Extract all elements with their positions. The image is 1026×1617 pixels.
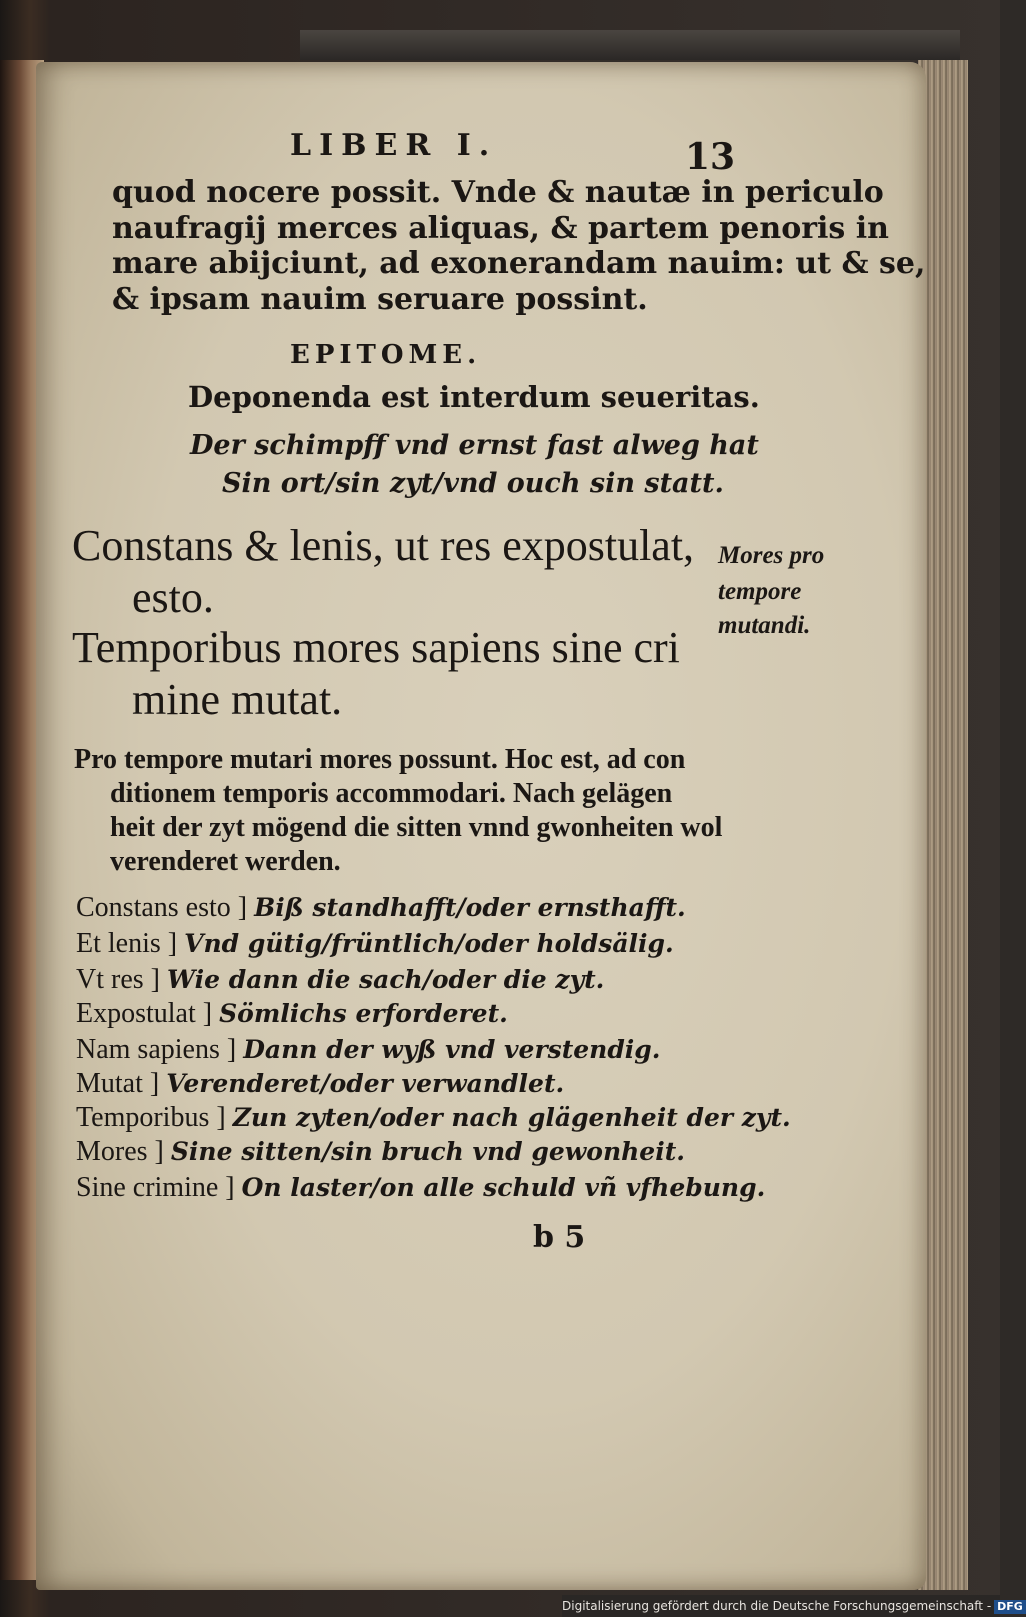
gloss-translation: Zun zyten/oder nach glägenheit der zyt. xyxy=(232,1103,791,1132)
verse-line-1: Constans & lenis, ut res expostulat, xyxy=(72,521,695,570)
epitome-latin: Deponenda est interdum seueritas. xyxy=(188,380,760,414)
opening-line-4: & ipsam nauim seruare possint. xyxy=(112,282,648,317)
commentary-line-3: heit der zyt mögend die sitten vnnd gwonheiten wol xyxy=(110,812,723,843)
gloss-row xyxy=(76,1172,765,1204)
gloss-row xyxy=(76,1068,564,1100)
verse-line-4: mine mutat. xyxy=(132,675,343,724)
gloss-row xyxy=(76,928,674,960)
digitization-credit xyxy=(562,1595,1023,1617)
signature-mark: b 5 xyxy=(533,1220,586,1255)
gloss-row xyxy=(76,964,604,996)
gloss-lemma: Sine crimine ] xyxy=(76,1172,235,1203)
gloss-row xyxy=(76,1102,791,1134)
verse-line-3: Temporibus mores sapiens sine cri xyxy=(72,623,680,672)
commentary-line-1: Pro tempore mutari mores possunt. Hoc est, ad con xyxy=(74,744,686,775)
gloss-row xyxy=(76,998,508,1030)
gloss-translation: Biß standhafft/oder ernsthafft. xyxy=(254,893,686,922)
gloss-lemma: Vt res ] xyxy=(76,964,160,995)
credit-text: Digitalisierung gefördert durch die Deutsche Forschungsgemeinschaft - xyxy=(562,1599,992,1613)
commentary-line-2: ditionem temporis accommodari. Nach gelägen xyxy=(110,778,673,809)
dfg-logo: DFG xyxy=(994,1600,1026,1614)
gloss-translation: On laster/on alle schuld vñ vfhebung. xyxy=(241,1173,766,1202)
opening-line-2: naufragij merces aliquas, & partem penoris in xyxy=(112,211,889,246)
gloss-translation: Dann der wyß vnd verstendig. xyxy=(243,1035,661,1064)
gloss-lemma: Mutat ] xyxy=(76,1068,160,1099)
gloss-translation: Verenderet/oder verwandlet. xyxy=(166,1069,565,1098)
margin-note-line-3: mutandi. xyxy=(718,612,811,639)
book-cover-edge xyxy=(300,30,960,60)
gloss-row xyxy=(76,1136,685,1168)
gloss-lemma: Constans esto ] xyxy=(76,892,248,923)
gloss-translation: Sine sitten/sin bruch vnd gewonheit. xyxy=(170,1137,685,1166)
opening-line-3: mare abijciunt, ad exonerandam nauim: ut & se, xyxy=(112,246,926,281)
verse-line-2: esto. xyxy=(132,573,214,622)
gloss-lemma: Temporibus ] xyxy=(76,1102,226,1133)
margin-note-line-1: Mores pro xyxy=(718,542,825,569)
running-title: LIBER I. xyxy=(290,128,498,163)
gloss-row xyxy=(76,892,686,924)
folio-number: 13 xyxy=(685,136,736,178)
gloss-translation: Vnd gütig/früntlich/oder holdsälig. xyxy=(184,929,674,958)
commentary-line-4: verenderet werden. xyxy=(110,846,341,877)
gloss-lemma: Et lenis ] xyxy=(76,928,178,959)
epitome-heading: EPITOME. xyxy=(290,340,482,370)
gloss-row xyxy=(76,1034,661,1066)
epitome-german-line-2: Sin ort/sin zyt/vnd ouch sin statt. xyxy=(222,468,724,499)
gloss-lemma: Expostulat ] xyxy=(76,998,213,1029)
opening-line-1: quod nocere possit. Vnde & nautæ in periculo xyxy=(112,175,884,210)
gloss-lemma: Nam sapiens ] xyxy=(76,1034,237,1065)
gloss-lemma: Mores ] xyxy=(76,1136,164,1167)
gloss-translation: Sömlichs erforderet. xyxy=(219,999,508,1028)
gloss-translation: Wie dann die sach/oder die zyt. xyxy=(166,965,605,994)
margin-note-line-2: tempore xyxy=(718,578,802,605)
epitome-german-line-1: Der schimpff vnd ernst fast alweg hat xyxy=(190,430,759,461)
